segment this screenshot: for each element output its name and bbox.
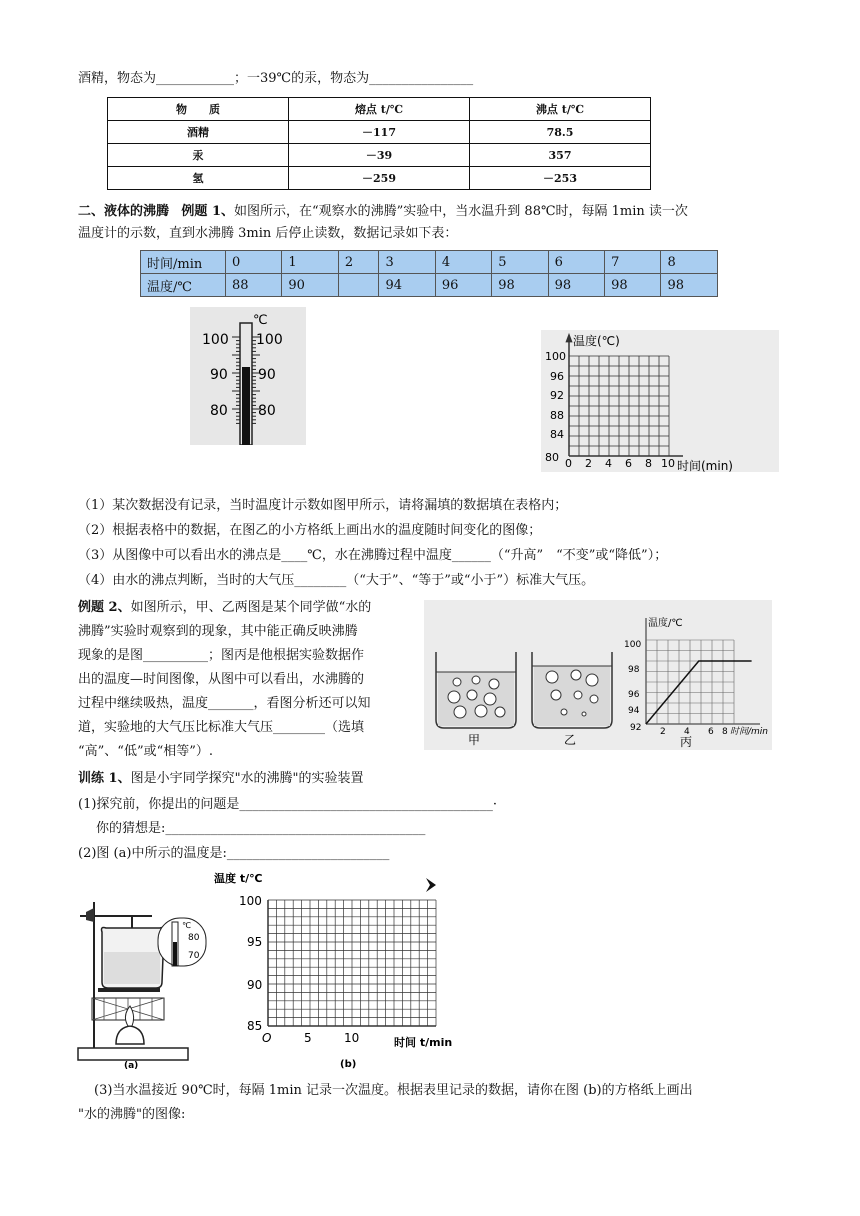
- graph-c-label: 丙: [680, 735, 693, 749]
- fig-a-label: (a): [124, 1061, 139, 1071]
- table-row: [108, 167, 651, 190]
- time-cell: 6: [548, 251, 604, 274]
- x-tick: 2: [585, 457, 592, 470]
- table-header-row: [108, 98, 651, 121]
- example1-label: 例题 1、: [181, 204, 234, 219]
- table-cell: －259: [289, 167, 470, 190]
- time-cell: 8: [661, 251, 718, 274]
- temp-label: 温度/℃: [141, 274, 226, 297]
- x-tick: 4: [605, 457, 612, 470]
- table-row: [108, 144, 651, 167]
- x-tick: 0: [565, 457, 572, 470]
- table-cell: 酒精: [108, 121, 289, 144]
- thermometer-unit: ℃: [253, 313, 268, 328]
- example2-line: 道，实验地的大气压比标准大气压________（选填: [78, 720, 365, 735]
- example2-line: 现象的是图__________；图丙是他根据实验数据作: [78, 648, 365, 663]
- y-tick: 92: [550, 389, 564, 402]
- intro-line: 酒精，物态为____________；一39℃的汞，物态为________________: [78, 71, 474, 86]
- training1-q1b: 你的猜想是:________________________________________: [96, 821, 426, 836]
- temp-cell: 98: [661, 274, 718, 297]
- grid-b-ytick: 100: [239, 894, 262, 908]
- table-cell: 78.5: [470, 121, 651, 144]
- example2-line: [78, 599, 371, 617]
- training1-q3a: (3)当水温接近 90℃时，每隔 1min 记录一次温度。根据表里记录的数据，请你在图 (b)的方格纸上画出: [94, 1083, 693, 1098]
- time-cell: 2: [338, 251, 379, 274]
- grid-b-ytick: 95: [247, 935, 263, 949]
- grid-b-xlabel: 时间 t/min: [394, 1036, 453, 1049]
- zoom-tick: 80: [188, 933, 200, 943]
- data-table: [140, 250, 718, 297]
- y-tick: 88: [550, 409, 564, 422]
- grid-b-xtick: 10: [344, 1031, 360, 1045]
- y-tick: 96: [550, 370, 564, 383]
- training1-title: 图是小宇同学探究"水的沸腾"的实验装置: [130, 771, 364, 786]
- graph-c-ytick: 98: [628, 665, 640, 675]
- training1-q1: (1)探究前，你提出的问题是_______________________________________·: [78, 797, 498, 812]
- temp-cell: 94: [379, 274, 435, 297]
- time-cell: 7: [605, 251, 661, 274]
- grid-b-xtick: 5: [304, 1031, 312, 1045]
- thermometer-tick: 90: [258, 367, 276, 383]
- table-row: [108, 121, 651, 144]
- table-cell: 357: [470, 144, 651, 167]
- y-tick: 80: [545, 451, 559, 464]
- question-2: （2）根据表格中的数据，在图乙的小方格纸上画出水的温度随时间变化的图像；: [78, 523, 542, 538]
- time-label: 时间/min: [141, 251, 226, 274]
- training1-label: 训练 1、: [78, 771, 131, 786]
- time-cell: 0: [226, 251, 282, 274]
- y-tick: 100: [545, 350, 566, 363]
- thermometer-tick: 80: [210, 403, 228, 419]
- thermometer-tick: 90: [210, 367, 228, 383]
- thermometer-figure: [190, 307, 306, 445]
- time-cell: 5: [492, 251, 548, 274]
- example1-text: 如图所示，在“观察水的沸腾”实验中，当水温升到 88℃时，每隔 1min 读一次: [234, 204, 688, 219]
- example2-line: 出的温度—时间图像，从图中可以看出，水沸腾的: [78, 672, 365, 687]
- grid-b-ytick: 90: [247, 978, 263, 992]
- graph-c-ytick: 100: [624, 640, 642, 650]
- time-row: [141, 251, 718, 274]
- table-cell: －39: [289, 144, 470, 167]
- example2-line: 过程中继续吸热，温度_______，看图分析还可以知: [78, 696, 371, 711]
- question-3: （3）从图像中可以看出水的沸点是____℃，水在沸腾过程中温度______（“升高” “不变”或“降低”）；: [78, 548, 668, 563]
- question-4: （4）由水的沸点判断，当时的大气压________（“大于”、“等于”或“小于”）标准大气压。: [78, 573, 595, 588]
- section-title: 二、液体的沸腾: [78, 204, 170, 219]
- apparatus-figure: [72, 868, 210, 1073]
- beaker-label-jia: 甲: [468, 733, 481, 747]
- y-tick: 84: [550, 428, 564, 441]
- temp-cell: 98: [548, 274, 604, 297]
- graph-c-xtick: 2: [660, 727, 666, 737]
- graph-c-xlabel: 时间/min: [730, 727, 769, 737]
- thermometer-tick: 100: [202, 332, 229, 348]
- graph-c-xtick: 6: [708, 727, 714, 737]
- temp-cell: 88: [226, 274, 282, 297]
- grid-b-figure: [210, 868, 455, 1073]
- table-header: 物 质: [108, 98, 289, 121]
- table-header: 熔点 t/℃: [289, 98, 470, 121]
- graph-c-ylabel: 温度/℃: [648, 618, 683, 629]
- graph-c-ytick: 96: [628, 690, 640, 700]
- time-cell: 3: [379, 251, 435, 274]
- time-cell: 4: [435, 251, 491, 274]
- example2-line: 沸腾”实验时观察到的现象，其中能正确反映沸腾: [78, 624, 358, 639]
- arrow-mark-icon: [424, 876, 438, 894]
- training1-title-line: [78, 770, 364, 788]
- table-cell: －253: [470, 167, 651, 190]
- x-tick: 6: [625, 457, 632, 470]
- graph-xlabel: 时间(min): [677, 459, 733, 472]
- temp-row: [141, 274, 718, 297]
- example2-figure: [424, 600, 772, 750]
- example2-label: 例题 2、: [78, 600, 131, 615]
- example1-text-b: 温度计的示数，直到水沸腾 3min 后停止读数，数据记录如下表：: [78, 226, 458, 241]
- graph-c-xtick: 4: [684, 727, 690, 737]
- zoom-tick: 70: [188, 951, 200, 961]
- training1-q2: (2)图 (a)中所示的温度是:_________________________: [78, 846, 390, 861]
- graph-ylabel: 温度(℃): [573, 334, 620, 348]
- graph-c-xtick: 8: [722, 727, 728, 737]
- zoom-unit: ℃: [182, 921, 191, 930]
- temp-cell: 90: [282, 274, 338, 297]
- x-tick: 8: [645, 457, 652, 470]
- graph-c-ytick: 94: [628, 706, 640, 716]
- substance-table: [107, 97, 651, 190]
- temp-cell: [338, 274, 379, 297]
- alcohol-lamp: [116, 1026, 144, 1044]
- stand-base: [78, 1048, 188, 1060]
- temp-cell: 98: [492, 274, 548, 297]
- grid-b-ytick: 85: [247, 1019, 263, 1033]
- table-cell: －117: [289, 121, 470, 144]
- example2-line: “高”、“低”或“相等”）.: [78, 744, 214, 759]
- table-cell: 氢: [108, 167, 289, 190]
- x-tick: 10: [661, 457, 675, 470]
- mercury-column: [242, 367, 250, 445]
- graph-c-ytick: 92: [630, 723, 642, 733]
- temp-cell: 98: [605, 274, 661, 297]
- grid-b-ylabel: 温度 t/℃: [214, 872, 263, 885]
- time-cell: 1: [282, 251, 338, 274]
- thermometer-tick: 80: [258, 403, 276, 419]
- table-header: 沸点 t/℃: [470, 98, 651, 121]
- thermometer-tick: 100: [256, 332, 283, 348]
- table-cell: 汞: [108, 144, 289, 167]
- section2-line1: [78, 203, 688, 221]
- beaker-label-yi: 乙: [564, 733, 577, 747]
- training1-q3b: "水的沸腾"的图像:: [78, 1107, 186, 1122]
- temp-cell: 96: [435, 274, 491, 297]
- fig-b-label: (b): [340, 1059, 357, 1070]
- example2-text: 如图所示，甲、乙两图是某个同学做“水的: [130, 600, 372, 615]
- graph-b-figure: [541, 330, 779, 472]
- grid-b-xtick: O: [262, 1031, 272, 1045]
- question-1: （1）某次数据没有记录，当时温度计示数如图甲所示，请将漏填的数据填在表格内；: [78, 498, 568, 513]
